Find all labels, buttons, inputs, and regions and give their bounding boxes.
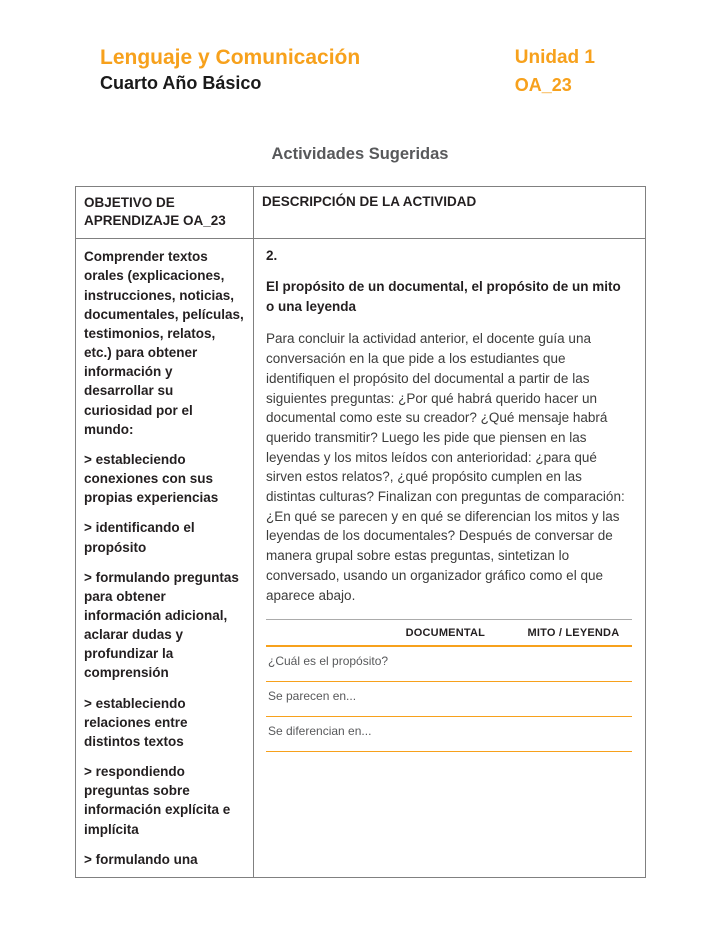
objective-intro: Comprender textos orales (explicaciones, instrucciones, noticias, documentales, películas, testimonios, relatos, etc.) para obtener información y desarrollar su curiosidad por el mundo: xyxy=(84,249,244,437)
objective-bullet: > formulando una xyxy=(84,851,198,867)
objective-bullet: > identificando el propósito xyxy=(84,520,195,555)
activities-table xyxy=(75,186,646,878)
document-header xyxy=(100,44,595,99)
organizer-row-diferencian: Se diferencian en... xyxy=(266,717,632,752)
objective-bullet: > estableciendo conexiones con sus propias experiencias xyxy=(84,451,219,506)
subject-title: Lenguaje y Comunicación xyxy=(100,46,361,69)
activity-body-text: Para concluir la actividad anterior, el docente guía una conversación en la que pide a los estudiantes que identifiquen el propósito del documental a partir de las siguientes preguntas: ¿Por qué habrá querido hacer un documental como este su creador? ¿Qué mensaje habrá querido transmitir? Luego les pide que piensen en las leyendas y los mitos leídos con anterioridad: ¿para qué sirven estos relatos?, ¿qué propósito cumplen en las distintas culturas? Finalizan con preguntas de comparación: ¿En qué se parecen y en qué se diferencian los mitos y las leyendas de los documentales? Después de conversar de manera grupal sobre estas preguntas, sintetizan lo conversado, usando un organizador gráfico como el que aparece abajo. xyxy=(266,331,625,603)
page-title: Actividades Sugeridas xyxy=(271,144,449,163)
activity-title: El propósito de un documental, el propósito de un mito o una leyenda xyxy=(266,279,621,314)
organizer-row-parecen: Se parecen en... xyxy=(266,682,632,717)
activity-number: 2. xyxy=(266,248,278,264)
objective-bullet: > respondiendo preguntas sobre información explícita e implícita xyxy=(84,764,231,837)
organizer-row-proposito: ¿Cuál es el propósito? xyxy=(266,647,632,682)
organizer-header-row xyxy=(266,620,632,647)
objective-bullet: > estableciendo relaciones entre distintos textos xyxy=(84,695,188,749)
table-body-row xyxy=(76,239,646,878)
description-column-header: DESCRIPCIÓN DE LA ACTIVIDAD xyxy=(254,186,646,239)
grade-subtitle: Cuarto Año Básico xyxy=(100,73,262,94)
objective-text xyxy=(84,247,245,869)
unit-label: Unidad 1 xyxy=(514,47,595,68)
table-header-row xyxy=(76,186,646,239)
activity-description-cell xyxy=(254,239,646,878)
objective-column-header: OBJETIVO DE APRENDIZAJE OA_23 xyxy=(76,186,254,239)
objective-bullet: > formulando preguntas para obtener información adicional, aclarar dudas y profundizar la comprensión xyxy=(84,569,239,681)
organizer-rowlabel-spacer xyxy=(266,627,376,639)
header-right xyxy=(515,44,595,99)
graphic-organizer xyxy=(266,619,632,752)
organizer-col-documental: DOCUMENTAL xyxy=(405,627,486,640)
objective-cell xyxy=(76,239,254,878)
header-left xyxy=(100,44,360,99)
organizer-col-mito-leyenda: MITO / LEYENDA xyxy=(527,627,620,640)
oa-code-label: OA_23 xyxy=(514,74,572,95)
